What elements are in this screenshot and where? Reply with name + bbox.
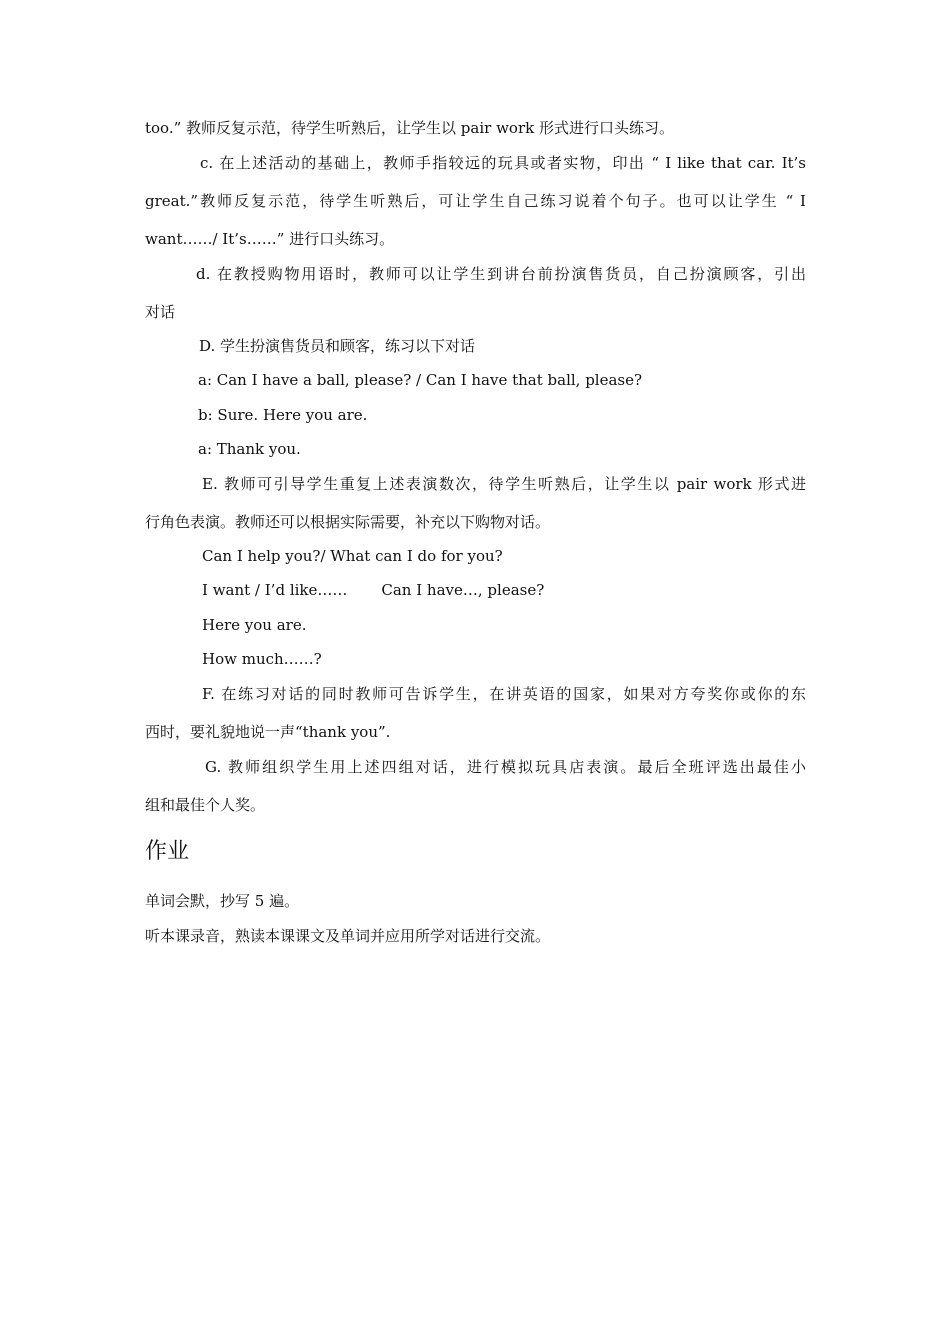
paragraph-line: d. 在教授购物用语时，教师可以让学生到讲台前扮演售货员，自己扮演顾客，引出 — [196, 265, 806, 283]
paragraph-line: G. 教师组织学生用上述四组对话，进行模拟玩具店表演。最后全班评选出最佳小 — [205, 758, 806, 776]
dialogue-line: a: Can I have a ball, please? / Can I have that ball, please? — [198, 371, 643, 389]
homework-heading: 作业 — [145, 839, 190, 864]
paragraph-line: great.”教师反复示范，待学生听熟后，可让学生自己练习说着个句子。也可以让学生 “ I — [145, 192, 806, 210]
dialogue-phrase: I want / I’d like…… — [202, 581, 348, 599]
dialogue-phrase: Can I have…, please? — [381, 581, 545, 599]
dialogue-line: a: Thank you. — [198, 440, 301, 458]
homework-item: 听本课录音，熟读本课课文及单词并应用所学对话进行交流。 — [145, 927, 551, 945]
homework-item: 单词会默，抄写 5 遍。 — [145, 892, 300, 910]
paragraph-line: want……/ It’s……” 进行口头练习。 — [145, 230, 395, 248]
paragraph-line: too.” 教师反复示范，待学生听熟后，让学生以 pair work 形式进行口头练习。 — [145, 119, 674, 137]
dialogue-line: Here you are. — [202, 616, 307, 634]
paragraph-line: 对话 — [145, 303, 176, 321]
paragraph-line: D. 学生扮演售货员和顾客，练习以下对话 — [199, 337, 476, 355]
paragraph-line: F. 在练习对话的同时教师可告诉学生，在讲英语的国家，如果对方夸奖你或你的东 — [202, 685, 806, 703]
dialogue-line: b: Sure. Here you are. — [198, 406, 368, 424]
paragraph-line: c. 在上述活动的基础上，教师手指较远的玩具或者实物，印出 “ I like that car. It’s — [200, 154, 806, 172]
paragraph-line: 行角色表演。教师还可以根据实际需要，补充以下购物对话。 — [145, 513, 551, 531]
dialogue-line: Can I help you?/ What can I do for you? — [202, 547, 503, 565]
paragraph-line: E. 教师可引导学生重复上述表演数次，待学生听熟后，让学生以 pair work 形式进 — [202, 475, 806, 493]
dialogue-line — [202, 580, 544, 600]
paragraph-line: 西时，要礼貌地说一声“thank you”. — [145, 723, 391, 741]
paragraph-line: 组和最佳个人奖。 — [145, 796, 266, 814]
dialogue-line: How much……? — [202, 650, 322, 668]
